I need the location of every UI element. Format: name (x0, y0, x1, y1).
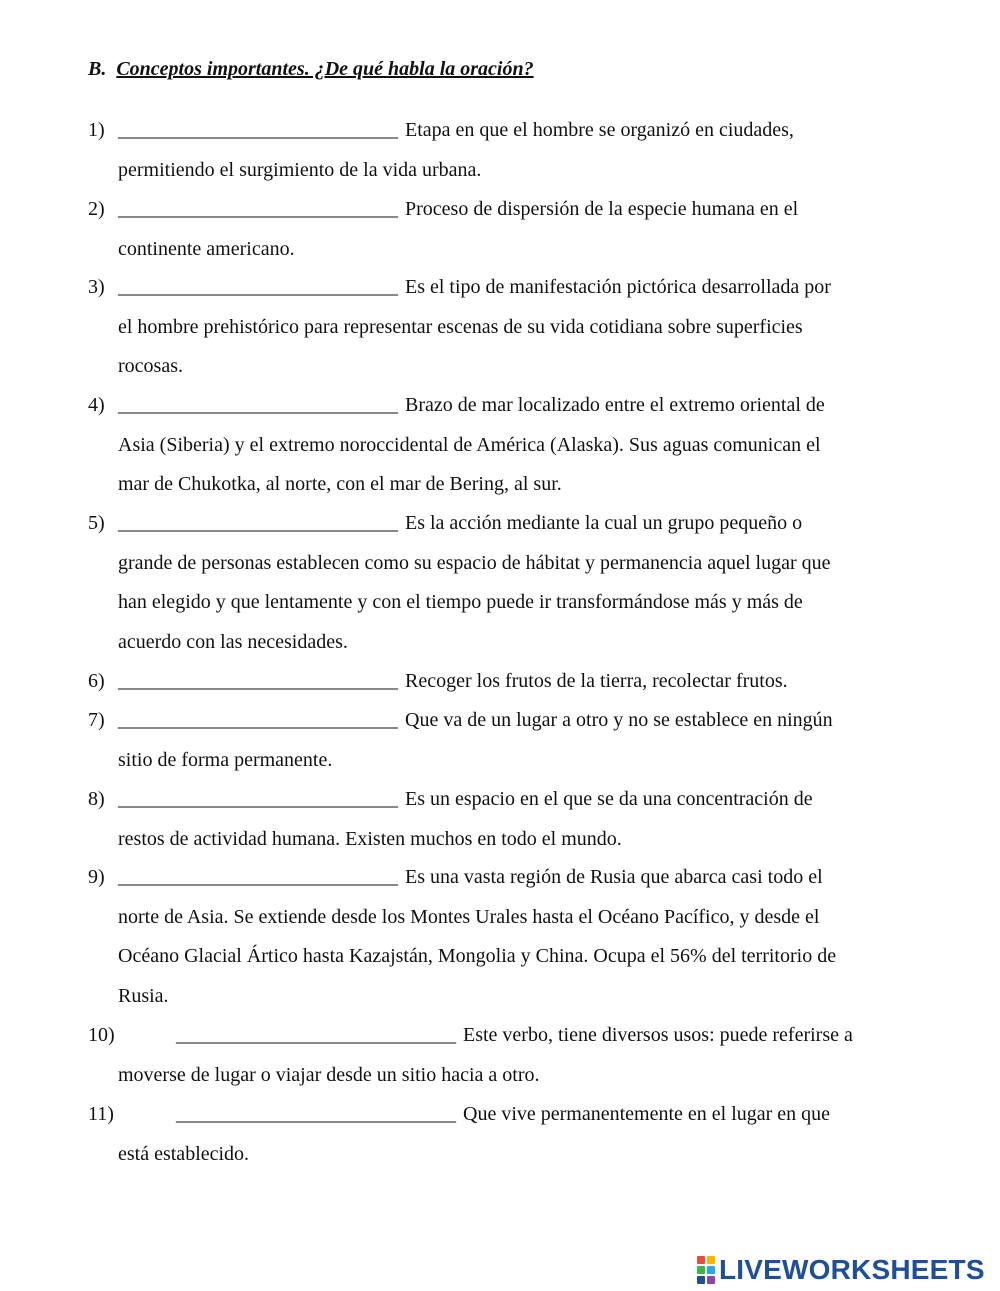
question-number: 9) (88, 866, 105, 888)
question-item-9 (88, 858, 948, 1016)
question-item-8 (88, 780, 948, 859)
question-line (88, 1016, 948, 1056)
answer-blank[interactable]: ____________________________ (118, 709, 398, 731)
question-line (88, 504, 948, 544)
logo-block (697, 1256, 705, 1264)
question-text: Brazo de mar localizado entre el extremo oriental de (405, 394, 825, 416)
question-number: 3) (88, 276, 105, 298)
question-line (88, 426, 948, 466)
question-line (88, 623, 948, 663)
question-line (88, 898, 948, 938)
answer-blank[interactable]: ____________________________ (118, 788, 398, 810)
question-number: 5) (88, 512, 105, 534)
question-line (88, 780, 948, 820)
answer-blank[interactable]: ____________________________ (118, 866, 398, 888)
answer-blank[interactable]: ____________________________ (118, 670, 398, 692)
question-number: 2) (88, 198, 105, 220)
question-line (88, 230, 948, 270)
question-item-10 (88, 1016, 948, 1095)
question-text: permitiendo el surgimiento de la vida urbana. (118, 158, 482, 181)
question-text: Océano Glacial Ártico hasta Kazajstán, Mongolia y China. Ocupa el 56% del territorio de (118, 945, 837, 967)
question-text: continente americano. (118, 237, 295, 260)
question-line (88, 190, 948, 230)
question-line (88, 858, 948, 898)
question-text: mar de Chukotka, al norte, con el mar de Bering, al sur. (118, 473, 562, 495)
logo-block (697, 1276, 705, 1284)
question-line (88, 977, 948, 1017)
logo-block (697, 1266, 705, 1274)
question-text: Rusia. (118, 984, 169, 1007)
question-text: está establecido. (118, 1142, 250, 1165)
question-number: 7) (88, 709, 105, 731)
question-text: Etapa en que el hombre se organizó en ciudades, (405, 119, 794, 141)
section-letter: B. (88, 58, 107, 80)
question-line (88, 268, 948, 308)
logo-text: LIVEWORKSHEETS (719, 1254, 985, 1285)
question-text: Es una vasta región de Rusia que abarca casi todo el (405, 866, 823, 888)
question-item-4 (88, 386, 948, 505)
answer-blank[interactable]: ____________________________ (118, 512, 398, 534)
question-line (88, 347, 948, 387)
question-number: 11) (88, 1103, 114, 1125)
question-number: 4) (88, 394, 105, 416)
question-line (88, 465, 948, 505)
section-title: Conceptos importantes. ¿De qué habla la oración? (116, 58, 534, 80)
question-item-6 (88, 662, 948, 702)
question-text: Es la acción mediante la cual un grupo pequeño o (405, 512, 803, 534)
question-text: norte de Asia. Se extiende desde los Montes Urales hasta el Océano Pacífico, y desde el (118, 905, 820, 928)
question-item-2 (88, 190, 948, 269)
question-line (88, 1056, 948, 1096)
question-item-3 (88, 268, 948, 387)
question-line (88, 937, 948, 977)
question-text: grande de personas establecen como su espacio de hábitat y permanencia aquel lugar que (118, 551, 831, 574)
question-text: rocosas. (118, 355, 183, 377)
answer-blank[interactable]: ____________________________ (118, 394, 398, 416)
question-item-11 (88, 1095, 948, 1174)
question-line (88, 1095, 948, 1135)
question-item-7 (88, 701, 948, 780)
question-text: sitio de forma permanente. (118, 748, 333, 771)
question-line (88, 583, 948, 623)
question-text: Recoger los frutos de la tierra, recolectar frutos. (405, 670, 788, 692)
question-text: Que vive permanentemente en el lugar en que (463, 1103, 831, 1125)
question-line (88, 386, 948, 426)
liveworksheets-logo (697, 1254, 985, 1286)
section-heading (88, 58, 534, 81)
question-text: han elegido y que lentamente y con el tiempo puede ir transformándose más y más de (118, 591, 803, 613)
question-line (88, 701, 948, 741)
question-number: 1) (88, 119, 105, 141)
question-text: Es un espacio en el que se da una concentración de (405, 788, 813, 810)
question-text: Este verbo, tiene diversos usos: puede referirse a (463, 1024, 853, 1046)
question-line (88, 151, 948, 191)
question-line (88, 544, 948, 584)
question-item-1 (88, 111, 948, 190)
question-line (88, 1135, 948, 1175)
question-text: acuerdo con las necesidades. (118, 630, 348, 653)
question-number: 8) (88, 788, 105, 810)
answer-blank[interactable]: ____________________________ (176, 1024, 456, 1046)
liveworksheets-logo-icon (697, 1256, 715, 1284)
question-text: el hombre prehistórico para representar escenas de su vida cotidiana sobre superficies (118, 315, 803, 338)
question-text: Que va de un lugar a otro y no se establece en ningún (405, 709, 833, 731)
question-number: 6) (88, 670, 105, 692)
question-text: Es el tipo de manifestación pictórica desarrollada por (405, 276, 831, 298)
question-text: moverse de lugar o viajar desde un sitio hacia a otro. (118, 1063, 540, 1086)
answer-blank[interactable]: ____________________________ (176, 1103, 456, 1125)
logo-block (707, 1266, 715, 1274)
question-item-5 (88, 504, 948, 662)
question-line (88, 111, 948, 151)
question-line (88, 820, 948, 860)
question-line (88, 662, 948, 702)
question-text: restos de actividad humana. Existen muchos en todo el mundo. (118, 827, 622, 850)
question-number: 10) (88, 1024, 115, 1046)
question-text: Proceso de dispersión de la especie humana en el (405, 198, 799, 220)
logo-block (707, 1256, 715, 1264)
question-line (88, 308, 948, 348)
question-line (88, 741, 948, 781)
answer-blank[interactable]: ____________________________ (118, 198, 398, 220)
logo-block (707, 1276, 715, 1284)
question-text: Asia (Siberia) y el extremo noroccidental de América (Alaska). Sus aguas comunican el (118, 433, 821, 456)
answer-blank[interactable]: ____________________________ (118, 119, 398, 141)
answer-blank[interactable]: ____________________________ (118, 276, 398, 298)
